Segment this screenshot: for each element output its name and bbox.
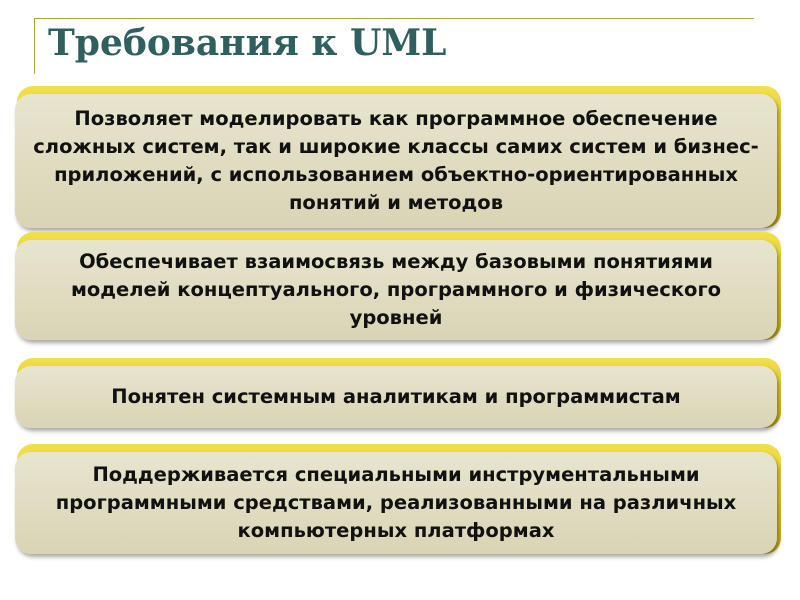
requirement-text: Позволяет моделировать как программное обеспечение сложных систем, так и широкие классы самих систем и бизнес-приложений, с использованием объектно-ориентированных понятий и методов — [33, 107, 759, 214]
slide-title: Требования к UML — [48, 22, 447, 64]
requirement-text: Обеспечивает взаимосвязь между базовыми понятиями моделей концептуального, программного и физического уровней — [70, 250, 722, 329]
requirement-text: Поддерживается специальными инструментальными программными средствами, реализованными на различных компьютерных платформах — [55, 463, 737, 542]
requirement-text: Понятен системным аналитикам и программистам — [111, 385, 681, 408]
card-face — [15, 240, 777, 340]
requirement-card-1 — [15, 86, 781, 228]
card-face — [15, 452, 777, 554]
card-face — [15, 366, 777, 428]
requirement-card-2 — [15, 232, 781, 340]
requirement-card-4 — [15, 444, 781, 554]
requirement-card-3 — [15, 358, 781, 428]
card-face — [15, 94, 777, 228]
title-frame-left-line — [34, 18, 35, 74]
